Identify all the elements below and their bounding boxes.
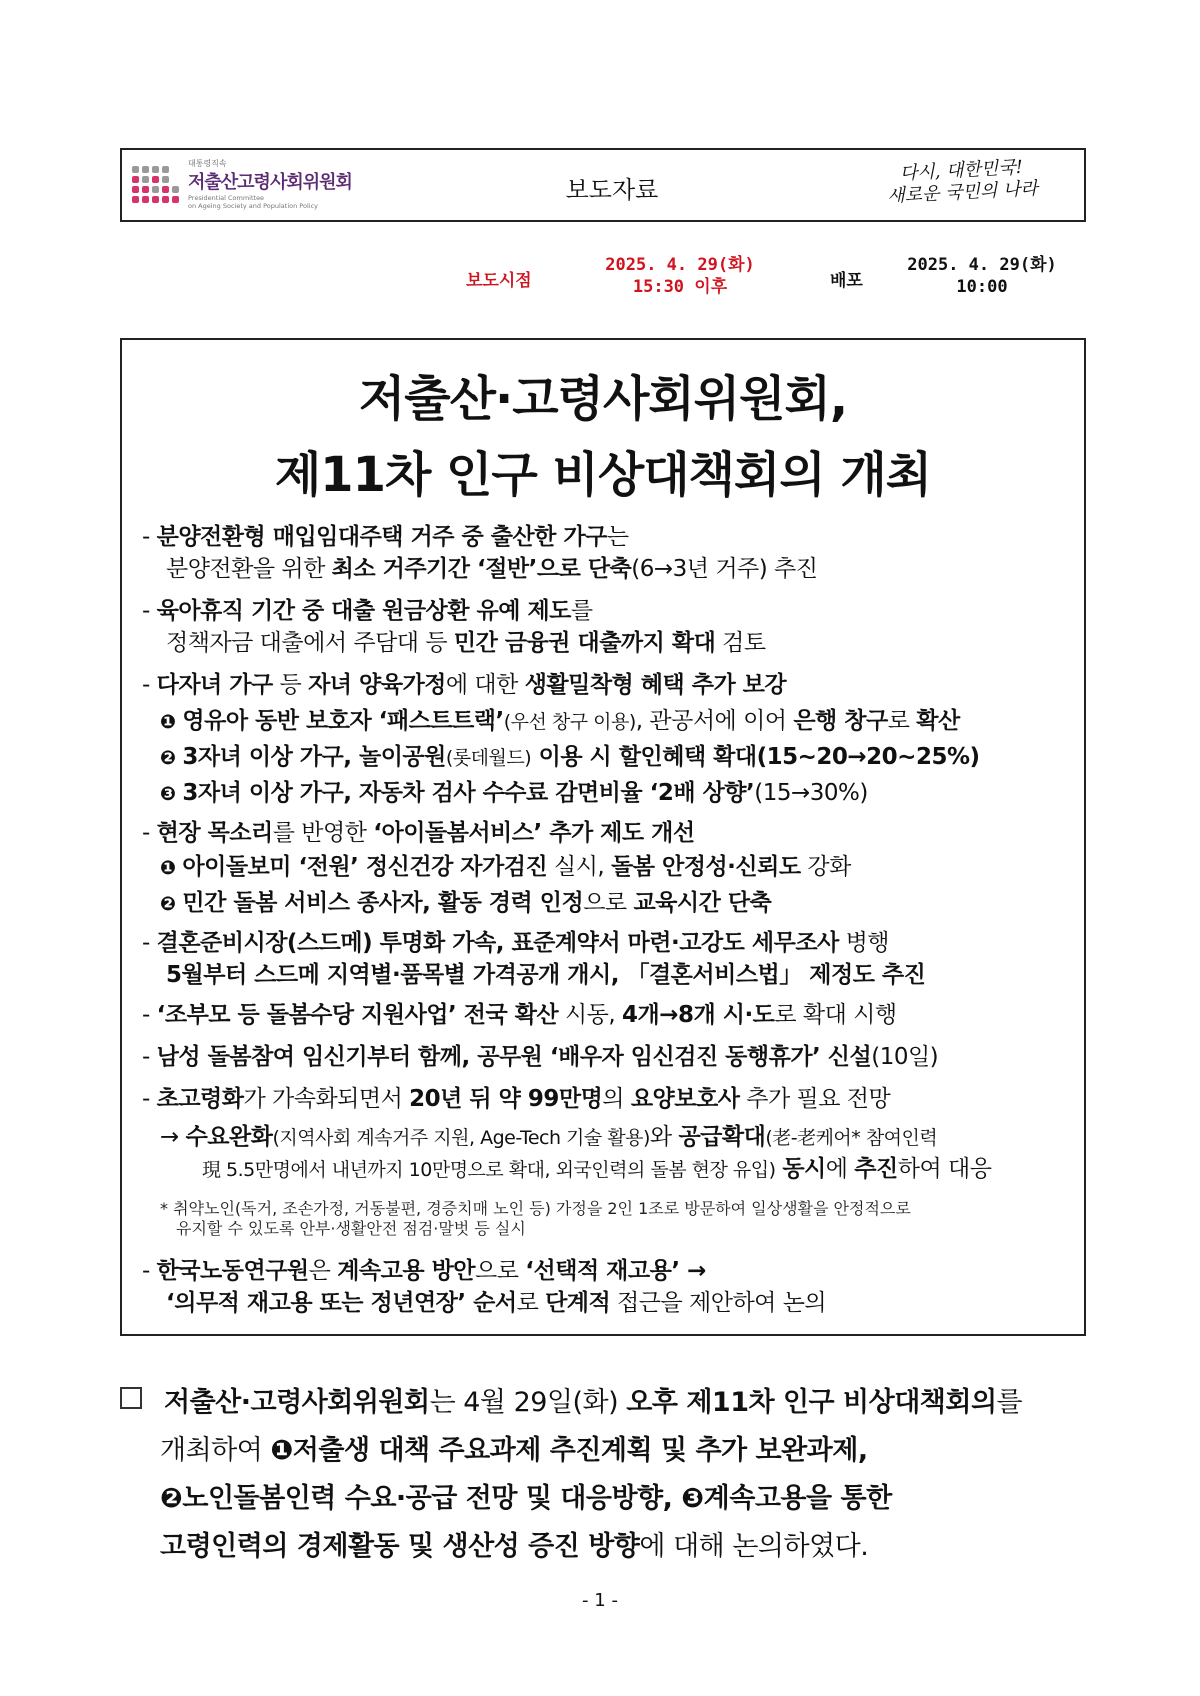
summary-line: - 초고령화가 가속화되면서 20년 뒤 약 99만명의 요양보호사 추가 필요 전망: [142, 1086, 891, 1112]
summary-line: 現 5.5만명에서 내년까지 10만명으로 확대, 외국인력의 돌봄 현장 유입) 동시에 추진하여 대응: [202, 1156, 992, 1182]
summary-line: → 수요완화(지역사회 계속거주 지원, Age-Tech 기술 활용)와 공급확대(老-老케어* 참여인력: [160, 1124, 938, 1150]
summary-line: - 다자녀 가구 등 자녀 양육가정에 대한 생활밀착형 혜택 추가 보강: [142, 672, 787, 698]
committee-logo: [132, 158, 382, 214]
body-line: ❷노인돌봄인력 수요·공급 전망 및 대응방향, ❸계속고용을 통한: [160, 1483, 892, 1514]
body-line: 저출산·고령사회위원회는 4월 29일(화) 오후 제11차 인구 비상대책회의를: [164, 1387, 1023, 1418]
distribution-label: 배포: [830, 271, 863, 291]
summary-line: ❸ 3자녀 이상 가구, 자동차 검사 수수료 감면비율 ‘2배 상향’(15→30%): [160, 780, 868, 806]
logo-name: 저출산고령사회위원회: [188, 172, 352, 193]
summary-line: - 한국노동연구원은 계속고용 방안으로 ‘선택적 재고용’ →: [142, 1258, 706, 1284]
people-grid-icon: [132, 166, 180, 214]
slogan: 다시, 대한민국! 새로운 국민의 나라: [886, 156, 1039, 207]
summary-line: ❷ 3자녀 이상 가구, 놀이공원(롯데월드) 이용 시 할인혜택 확대(15~20→20~25%): [160, 744, 980, 770]
summary-line: ‘의무적 재고용 또는 정년연장’ 순서로 단계적 접근을 제안하여 논의: [166, 1290, 827, 1316]
summary-box: [120, 338, 1086, 1336]
summary-line: ❷ 민간 돌봄 서비스 종사자, 활동 경력 인정으로 교육시간 단축: [160, 890, 772, 916]
footnote-line-1: * 취약노인(독거, 조손가정, 거동불편, 경증치매 노인 등) 가정을 2인 1조로 방문하여 일상생활을 안정적으로: [160, 1199, 911, 1218]
summary-line: 정책자금 대출에서 주담대 등 민간 금융권 대출까지 확대 검토: [166, 630, 766, 656]
summary-line: ❶ 영유아 동반 보호자 ‘패스트트랙’(우선 창구 이용), 관공서에 이어 은행 창구로 확산: [160, 708, 960, 734]
body-line: 고령인력의 경제활동 및 생산성 증진 방향에 대해 논의하였다.: [160, 1531, 869, 1562]
summary-line: - 현장 목소리를 반영한 ‘아이돌봄서비스’ 추가 제도 개선: [142, 820, 695, 846]
title-line-2: 제11차 인구 비상대책회의 개최: [274, 447, 932, 503]
footnote-line-2: 유지할 수 있도록 안부·생활안전 점검·말벗 등 실시: [176, 1219, 526, 1238]
document-type: 보도자료: [565, 176, 659, 204]
bullet-square: [120, 1387, 142, 1409]
title-line-1: 저출산·고령사회위원회,: [358, 371, 848, 427]
summary-line: 분양전환을 위한 최소 거주기간 ‘절반’으로 단축(6→3년 거주) 추진: [166, 556, 818, 582]
header-box: [120, 148, 1086, 222]
summary-line: 5월부터 스드메 지역별·품목별 가격공개 개시, 「결혼서비스법」 제정도 추진: [166, 962, 926, 988]
body-line: 개최하여 ❶저출생 대책 주요과제 추진계획 및 추가 보완과제,: [160, 1435, 868, 1466]
summary-line: - ‘조부모 등 돌봄수당 지원사업’ 전국 확산 시동, 4개→8개 시·도로 확대 시행: [142, 1002, 897, 1028]
logo-top-text: 대통령직속: [188, 159, 227, 168]
release-label: 보도시점: [466, 271, 532, 291]
release-datetime: 2025. 4. 29(화) 15:30 이후: [605, 255, 755, 297]
logo-english-name: Presidential Committee on Ageing Society and Population Policy: [188, 194, 319, 210]
summary-line: - 분양전환형 매입임대주택 거주 중 출산한 가구는: [142, 524, 629, 550]
summary-line: ❶ 아이돌보미 ‘전원’ 정신건강 자가검진 실시, 돌봄 안정성·신뢰도 강화: [160, 854, 851, 880]
summary-line: - 결혼준비시장(스드메) 투명화 가속, 표준계약서 마련·고강도 세무조사 병행: [142, 930, 890, 956]
summary-line: - 남성 돌봄참여 임신기부터 함께, 공무원 ‘배우자 임신검진 동행휴가’ 신설(10일): [142, 1044, 939, 1070]
summary-line: - 육아휴직 기간 중 대출 원금상환 유예 제도를: [142, 598, 593, 624]
distribution-datetime: 2025. 4. 29(화) 10:00: [907, 255, 1057, 297]
page-number: - 1 -: [582, 1590, 618, 1611]
